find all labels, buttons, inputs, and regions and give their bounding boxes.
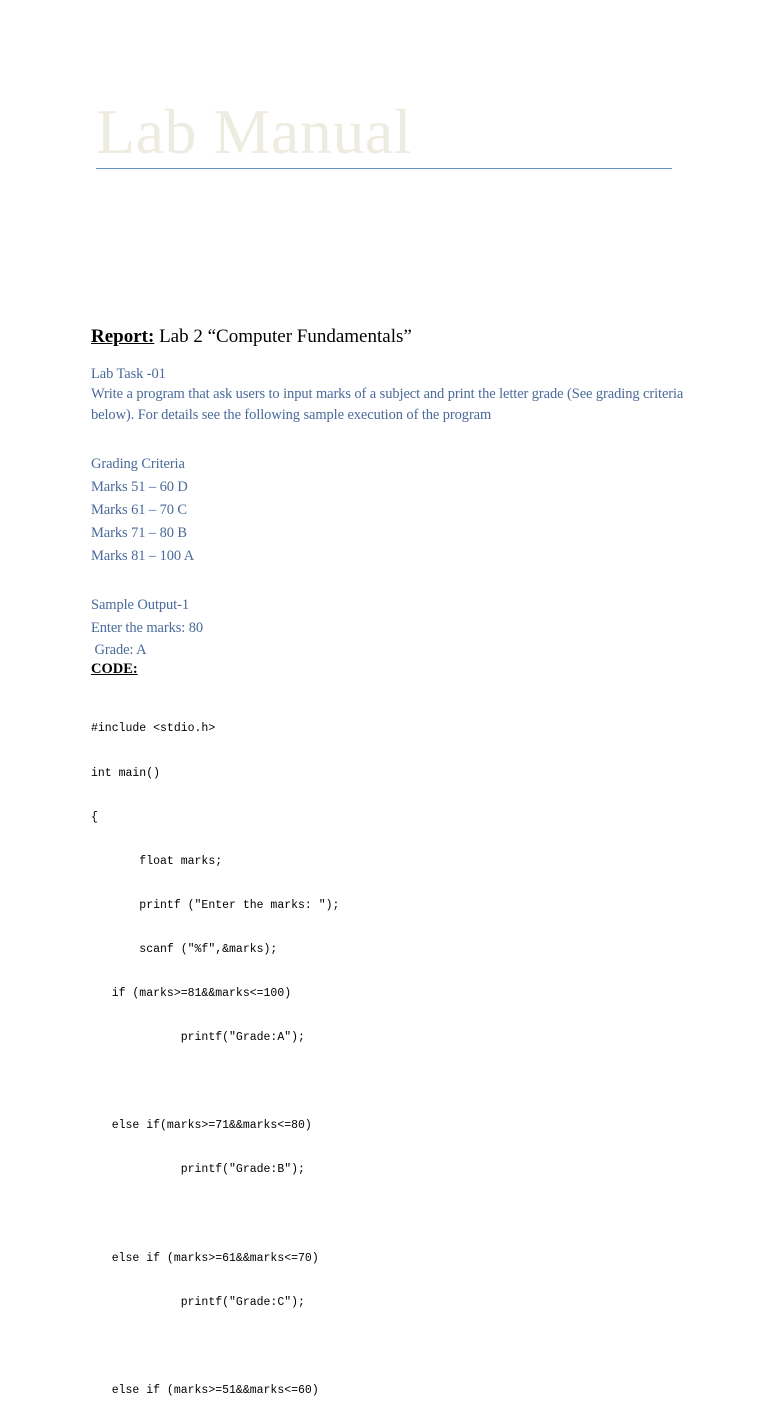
code-line: else if (marks>=51&&marks<=60) (91, 1383, 319, 1397)
grading-item: Marks 81 – 100 A (91, 548, 195, 564)
code-line (91, 1075, 339, 1090)
document-title: Lab Manual (96, 96, 412, 167)
sample-output-heading: Sample Output-1 (91, 597, 189, 613)
code-line: printf("Grade:C"); (91, 1295, 305, 1309)
sample-input-line: Enter the marks: 80 (91, 620, 204, 636)
grading-item: Marks 61 – 70 C (91, 502, 187, 518)
code-line: #include <stdio.h> (91, 722, 216, 736)
code-line (91, 1340, 339, 1355)
code-line: printf("Grade:A"); (91, 1031, 305, 1045)
report-heading (91, 325, 412, 349)
code-line: float marks; (91, 854, 223, 868)
code-line: if (marks>=81&&marks<=100) (91, 986, 292, 1000)
code-line: printf ("Enter the marks: "); (91, 898, 340, 912)
lab-task-heading: Lab Task -01 (91, 366, 166, 382)
code-heading: CODE: (91, 661, 138, 677)
report-title: Lab 2 “Computer Fundamentals” (154, 326, 412, 347)
grading-item: Marks 71 – 80 B (91, 525, 187, 541)
grading-criteria-heading: Grading Criteria (91, 456, 185, 472)
code-line (91, 1207, 339, 1222)
code-line: printf("Grade:B"); (91, 1163, 305, 1177)
title-underline (96, 168, 672, 169)
lab-task-description: Write a program that ask users to input marks of a subject and print the letter grade (See grading criteria below). For details see the following sample execution of the program (91, 386, 684, 423)
code-line: { (91, 810, 98, 824)
code-line: scanf ("%f",&marks); (91, 942, 278, 956)
report-label: Report: (91, 326, 155, 347)
code-line: int main() (91, 766, 161, 780)
grading-item: Marks 51 – 60 D (91, 479, 188, 495)
code-line: else if (marks>=61&&marks<=70) (91, 1251, 319, 1265)
sample-grade-line: Grade: A (91, 642, 147, 658)
code-line: else if(marks>=71&&marks<=80) (91, 1119, 312, 1133)
code-listing (91, 693, 339, 1428)
